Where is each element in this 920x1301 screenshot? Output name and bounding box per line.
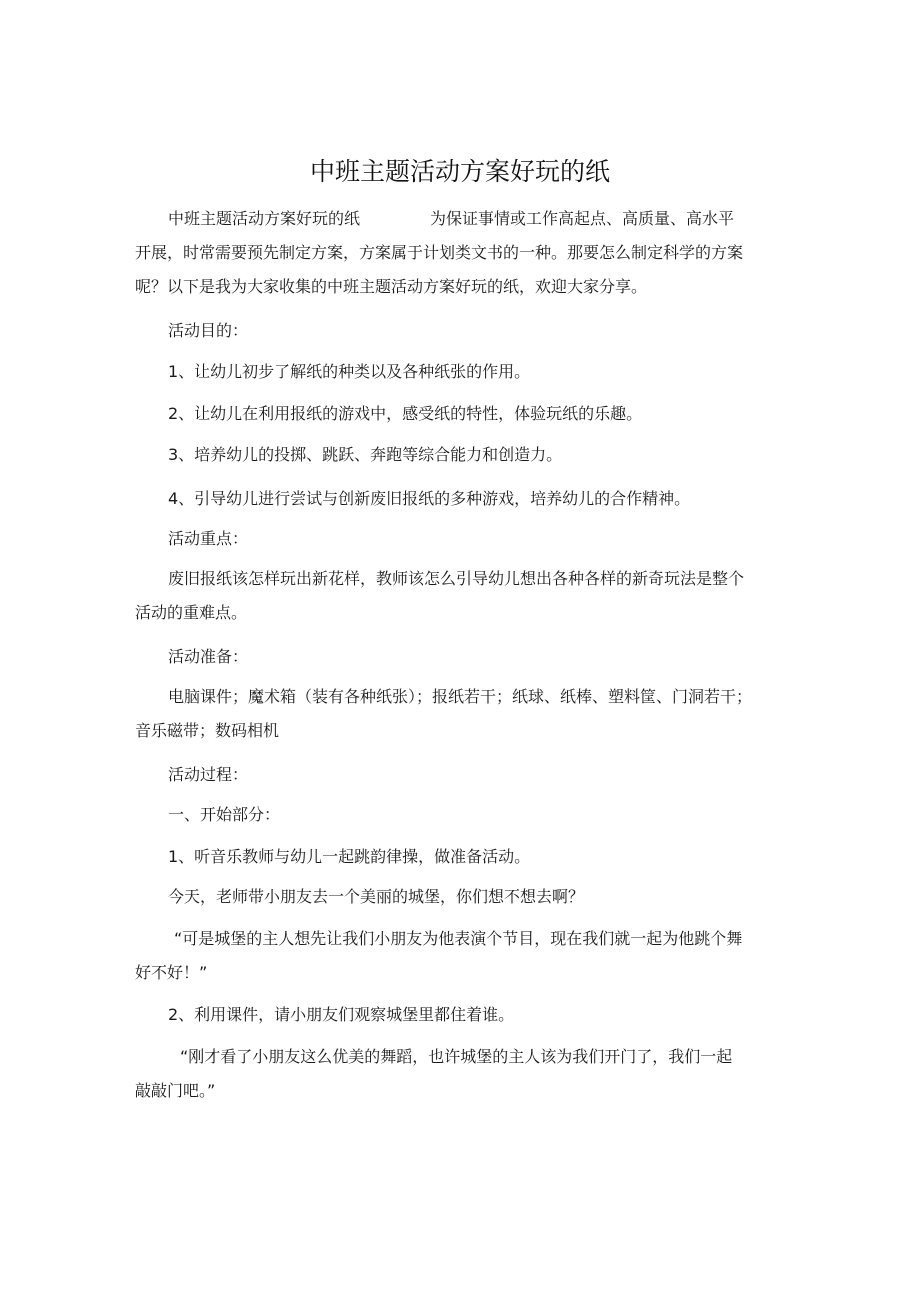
focus-line-2: 活动的重难点。 — [135, 603, 248, 622]
quote-1-line-1: “可是城堡的主人想先让我们小朋友为他表演个节目，现在我们就一起为他跳个舞 — [174, 929, 743, 948]
goal-item-4: 4、引导幼儿进行尝试与创新废旧报纸的多种游戏，培养幼儿的合作精神。 — [168, 489, 691, 508]
focus-heading: 活动重点： — [168, 529, 249, 548]
intro-line-1 — [168, 208, 734, 230]
part-heading: 一、开始部分： — [168, 805, 281, 824]
goal-item-2: 2、让幼儿在利用报纸的游戏中，感受纸的特性，体验玩纸的乐趣。 — [168, 404, 643, 423]
quote-1-line-2: 好不好！” — [135, 963, 208, 982]
process-heading: 活动过程： — [168, 765, 249, 784]
prep-line-1: 电脑课件；魔术箱（装有各种纸张）；报纸若干；纸球、纸棒、塑料筐、门洞若干； — [168, 687, 753, 706]
intro-title-ref: 中班主题活动方案好玩的纸 — [168, 209, 361, 228]
step-1: 1、听音乐教师与幼儿一起跳韵律操，做准备活动。 — [168, 847, 531, 866]
document-title: 中班主题活动方案好玩的纸 — [309, 157, 610, 186]
intro-line-2: 开展，时常需要预先制定方案，方案属于计划类文书的一种。那要怎么制定科学的方案 — [135, 243, 744, 262]
intro-text: 为保证事情或工作高起点、高质量、高水平 — [430, 209, 735, 228]
goal-item-1: 1、让幼儿初步了解纸的种类以及各种纸张的作用。 — [168, 362, 531, 381]
step-2: 2、利用课件，请小朋友们观察城堡里都住着谁。 — [168, 1005, 515, 1024]
today-line: 今天，老师带小朋友去一个美丽的城堡，你们想不想去啊？ — [168, 887, 585, 906]
goal-heading: 活动目的： — [168, 321, 249, 340]
focus-line-1: 废旧报纸该怎样玩出新花样，教师该怎么引导幼儿想出各种各样的新奇玩法是整个 — [168, 569, 745, 588]
quote-2-line-1: “刚才看了小朋友这么优美的舞蹈，也许城堡的主人该为我们开门了，我们一起 — [180, 1047, 733, 1066]
goal-item-3: 3、培养幼儿的投掷、跳跃、奔跑等综合能力和创造力。 — [168, 445, 563, 464]
prep-heading: 活动准备： — [168, 647, 249, 666]
prep-line-2: 音乐磁带；数码相机 — [135, 721, 280, 740]
intro-line-3: 呢？以下是我为大家收集的中班主题活动方案好玩的纸，欢迎大家分享。 — [135, 277, 648, 296]
quote-2-line-2: 敲敲门吧。” — [135, 1081, 216, 1100]
